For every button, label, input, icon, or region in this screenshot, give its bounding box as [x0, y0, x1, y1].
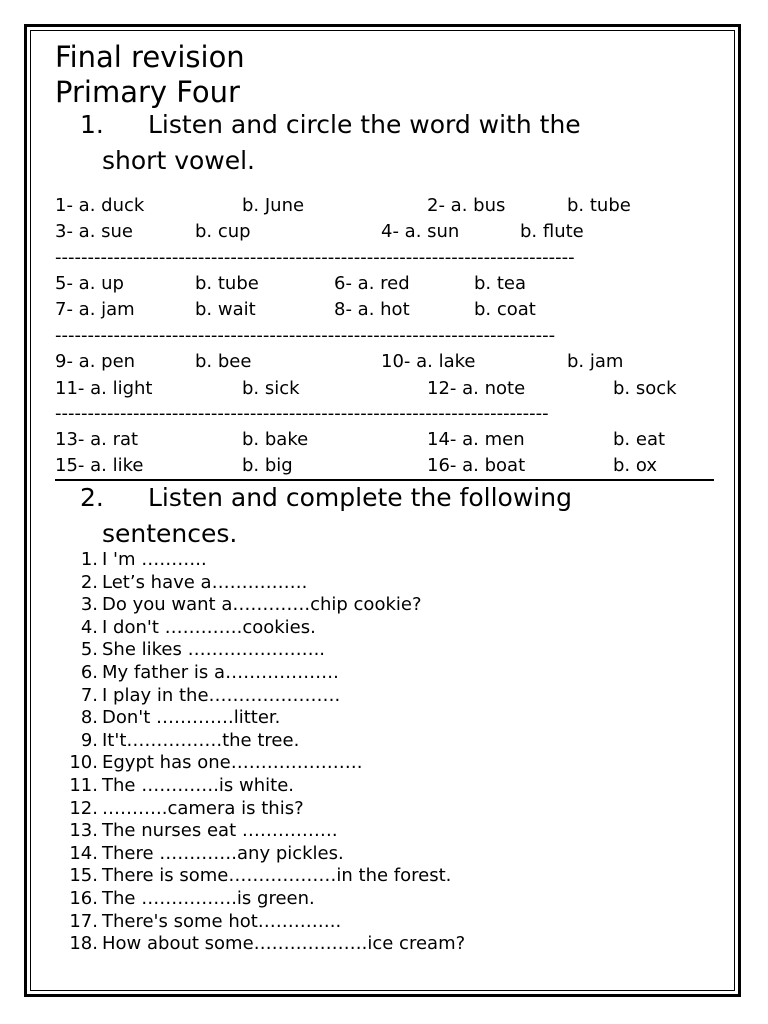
word-option[interactable]: b. sock	[613, 378, 677, 399]
sentence-number: 16.	[69, 888, 98, 909]
sentence-number: 14.	[69, 842, 98, 864]
sentence-item	[58, 775, 294, 796]
sentence-item	[58, 707, 280, 728]
word-option[interactable]: b. ox	[613, 455, 657, 476]
sentence-text[interactable]: Do you want a………….chip cookie?	[102, 594, 422, 616]
word-option[interactable]: 5- a. up	[55, 273, 124, 294]
dashed-separator: ----------------------------------------------------------------------------	[55, 403, 549, 424]
worksheet-title: Final revision	[55, 40, 245, 74]
sentence-text[interactable]: There ………….any pickles.	[102, 842, 344, 864]
word-option[interactable]: b. tea	[474, 273, 527, 294]
word-option[interactable]: 13- a. rat	[55, 429, 139, 450]
word-option[interactable]: 7- a. jam	[55, 299, 135, 320]
sentence-item	[58, 843, 344, 864]
sentence-text[interactable]: Egypt has one………………….	[102, 752, 363, 774]
q1-instruction-line2: short vowel.	[102, 146, 256, 175]
word-option[interactable]: 16- a. boat	[427, 455, 526, 476]
sentence-item	[58, 820, 338, 841]
sentence-number: 6.	[80, 662, 98, 683]
sentence-text[interactable]: She likes …………………..	[102, 639, 326, 661]
word-option[interactable]: 4- a. sun	[381, 221, 460, 242]
sentence-item	[58, 617, 316, 638]
word-option[interactable]: 3- a. sue	[55, 221, 134, 242]
sentence-text[interactable]: Don't ………….litter.	[102, 707, 281, 729]
word-option[interactable]: 6- a. red	[334, 273, 410, 294]
word-option[interactable]: b. June	[242, 195, 305, 216]
q2-instruction-line1: Listen and complete the following	[148, 483, 572, 512]
q1-instruction-line1: Listen and circle the word with the	[148, 110, 581, 139]
word-option[interactable]: b. flute	[520, 221, 584, 242]
word-option[interactable]: b. eat	[613, 429, 666, 450]
sentence-number: 4.	[80, 616, 98, 638]
sentence-number: 7.	[80, 684, 98, 706]
sentence-text[interactable]: The …………….is green.	[102, 888, 315, 909]
sentence-item	[58, 594, 422, 615]
word-option[interactable]: 15- a. like	[55, 455, 144, 476]
sentence-number: 17.	[69, 910, 98, 932]
section-divider	[55, 479, 714, 481]
word-option[interactable]: b. coat	[474, 299, 536, 320]
q2-instruction-line2: sentences.	[102, 519, 238, 548]
sentence-text[interactable]: The ………….is white.	[102, 775, 295, 796]
word-option[interactable]: 1- a. duck	[55, 195, 145, 216]
sentence-item	[58, 933, 465, 954]
word-option[interactable]: b. bake	[242, 429, 309, 450]
sentence-item	[58, 752, 362, 773]
sentence-item	[58, 662, 339, 683]
sentence-text[interactable]: There is some………………in the forest.	[102, 865, 452, 887]
sentence-text[interactable]: Let’s have a…………….	[102, 571, 308, 593]
sentence-number: 8.	[80, 707, 98, 729]
sentence-number: 3.	[80, 594, 98, 616]
sentence-text[interactable]: ………..camera is this?	[102, 797, 304, 819]
q2-number: 2.	[80, 483, 104, 512]
word-option[interactable]: b. bee	[195, 351, 252, 372]
word-option[interactable]: b. wait	[195, 299, 256, 320]
word-option[interactable]: 2- a. bus	[427, 195, 506, 216]
sentence-number: 5.	[80, 639, 98, 661]
sentence-text[interactable]: I 'm ………..	[102, 549, 207, 570]
sentence-number: 15.	[69, 865, 98, 887]
sentence-item	[58, 888, 315, 909]
sentence-text[interactable]: There's some hot…………..	[102, 910, 342, 932]
sentence-item	[58, 572, 307, 593]
worksheet-subtitle: Primary Four	[55, 75, 240, 109]
sentence-text[interactable]: How about some……………….ice cream?	[102, 933, 466, 955]
sentence-number: 9.	[80, 729, 98, 751]
word-option[interactable]: b. cup	[195, 221, 251, 242]
sentence-item	[58, 865, 451, 886]
sentence-text[interactable]: The nurses eat …………….	[102, 820, 338, 842]
word-option[interactable]: 9- a. pen	[55, 351, 136, 372]
sentence-text[interactable]: I don't ………….cookies.	[102, 616, 316, 638]
sentence-item	[58, 798, 304, 819]
word-option[interactable]: b. big	[242, 455, 293, 476]
word-option[interactable]: 11- a. light	[55, 378, 153, 399]
dashed-separator: -----------------------------------------------------------------------------	[55, 325, 556, 346]
sentence-number: 11.	[69, 775, 98, 796]
sentence-text[interactable]: It't…………….the tree.	[102, 729, 300, 751]
word-option[interactable]: b. tube	[567, 195, 631, 216]
q1-number: 1.	[80, 110, 104, 139]
sentence-number: 18.	[69, 933, 98, 955]
word-option[interactable]: b. sick	[242, 378, 300, 399]
dashed-separator: --------------------------------------------------------------------------------	[55, 247, 575, 268]
word-option[interactable]: b. jam	[567, 351, 624, 372]
sentence-item	[58, 639, 325, 660]
sentence-number: 1.	[80, 549, 98, 570]
sentence-item	[58, 911, 341, 932]
sentence-number: 10.	[69, 752, 98, 774]
word-option[interactable]: 12- a. note	[427, 378, 526, 399]
word-option[interactable]: 8- a. hot	[334, 299, 410, 320]
sentence-text[interactable]: My father is a……………….	[102, 662, 339, 683]
word-option[interactable]: 10- a. lake	[381, 351, 476, 372]
sentence-number: 2.	[80, 571, 98, 593]
sentence-number: 12.	[69, 797, 98, 819]
word-option[interactable]: 14- a. men	[427, 429, 525, 450]
sentence-item	[58, 549, 207, 570]
sentence-item	[58, 685, 340, 706]
sentence-number: 13.	[69, 820, 98, 842]
sentence-item	[58, 730, 299, 751]
word-option[interactable]: b. tube	[195, 273, 259, 294]
sentence-text[interactable]: I play in the………………….	[102, 684, 341, 706]
